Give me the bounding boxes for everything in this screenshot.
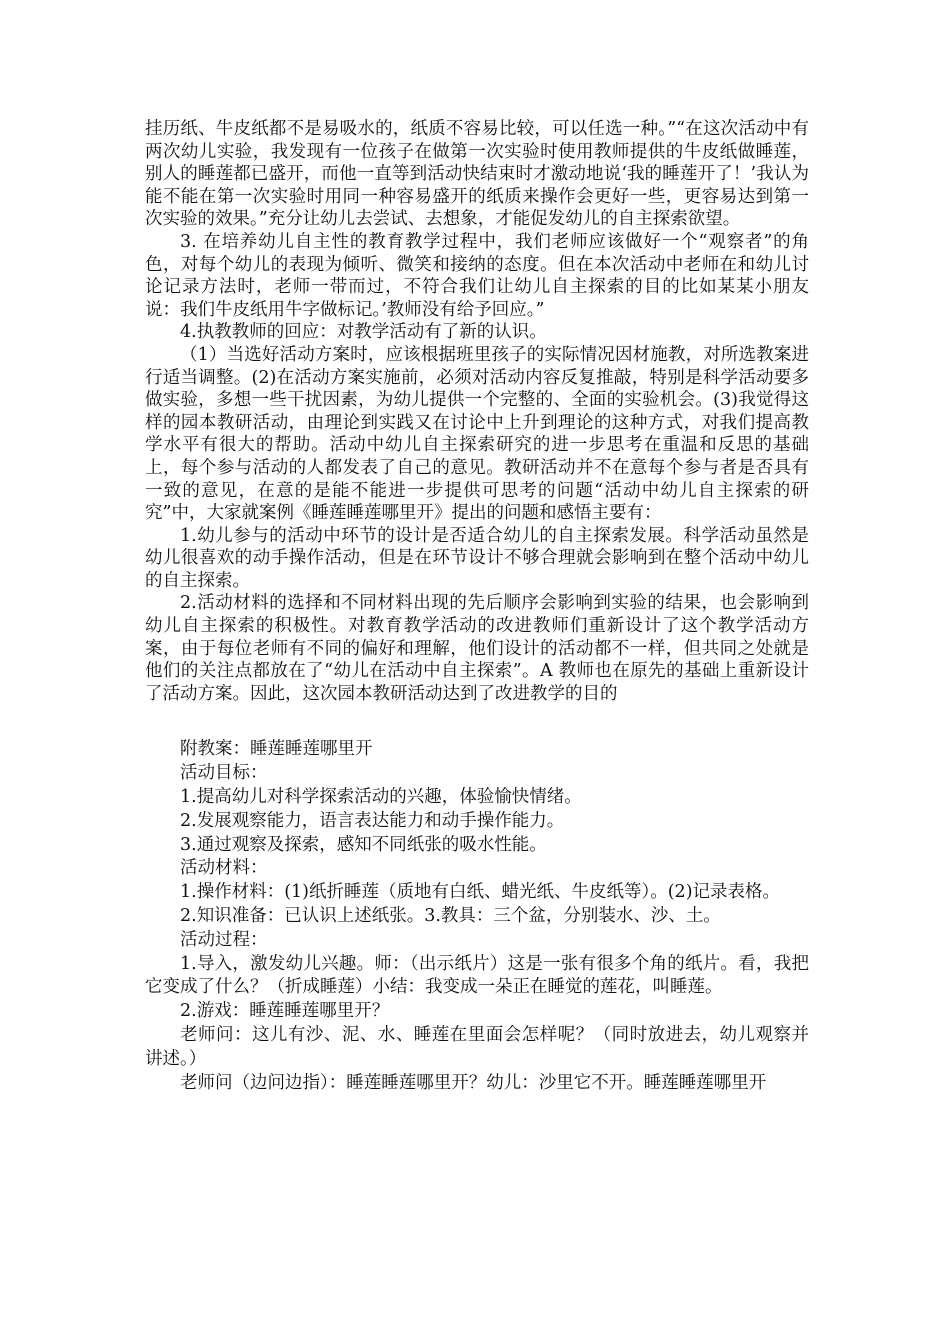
goal-item: 1.提高幼儿对科学探索活动的兴趣，体验愉快情绪。 bbox=[180, 787, 582, 808]
paragraph-point-4: 4.执教教师的回应：对教学活动有了新的认识。 bbox=[180, 322, 547, 343]
paragraph-insight-1: 1.幼儿参与的活动中环节的设计是否适合幼儿的自主探索发展。科学活动虽然是幼儿很喜欢的动手操作活动，但是在环节设计不够合理就会影响到在整个活动中幼儿的自主探索。 bbox=[145, 525, 809, 591]
goal-item: 2.发展观察能力，语言表达能力和动手操作能力。 bbox=[180, 810, 565, 831]
paragraph-point-3: 3. 在培养幼儿自主性的教育教学过程中，我们老师应该做好一个“观察者”的角色，对每个幼儿的表现为倾听、微笑和接纳的态度。但在本次活动中老师在和幼儿讨论记录方法时，老师一带而过，不符合我们让幼儿自主探索的目的比如某某小朋友说：我们牛皮纸用牛字做标记。’教师没有给予回应。” bbox=[145, 231, 809, 320]
material-item: 1.操作材料：(1)纸折睡莲（质地有白纸、蜡光纸、牛皮纸等）。(2)记录表格。 bbox=[180, 882, 781, 903]
process-step: 1.导入，激发幼儿兴趣。师：（出示纸片）这是一张有很多个角的纸片。看，我把它变成了什么？（折成睡莲）小结：我变成一朵正在睡觉的莲花，叫睡莲。 bbox=[145, 953, 809, 998]
document-page bbox=[145, 118, 809, 1095]
process-step: 2.游戏：睡莲睡莲哪里开？ bbox=[180, 1001, 390, 1022]
goals-heading: 活动目标： bbox=[180, 763, 268, 784]
material-item: 2.知识准备：已认识上述纸张。3.教具：三个盆，分别装水、沙、土。 bbox=[180, 906, 721, 927]
paragraph-insight-2: 2.活动材料的选择和不同材料出现的先后顺序会影响到实验的结果，也会影响到幼儿自主探索的积极性。对教育教学活动的改进教师们重新设计了这个教学活动方案，由于每位老师有不同的偏好和理解，他们设计的活动都不一样，但共同之处就是他们的关注点都放在了“幼儿在活动中自主探索”。A 教师也在原先的基础上重新设计了活动方案。因此，这次园本教研活动达到了改进教学的目的 bbox=[145, 593, 809, 704]
lesson-plan-title: 附教案：睡莲睡莲哪里开 bbox=[180, 739, 373, 760]
process-dialogue: 老师问（边问边指）：睡莲睡莲哪里开？幼儿：沙里它不开。睡莲睡莲哪里开 bbox=[180, 1072, 767, 1093]
discussion-section bbox=[145, 118, 809, 705]
section-spacer bbox=[145, 705, 809, 738]
materials-heading: 活动材料： bbox=[180, 858, 268, 879]
process-dialogue: 老师问：这儿有沙、泥、水、睡莲在里面会怎样呢？（同时放进去，幼儿观察并讲述。） bbox=[145, 1025, 809, 1069]
paragraph-continuation: 挂历纸、牛皮纸都不是易吸水的，纸质不容易比较，可以任选一种。”“在这次活动中有两次幼儿实验，我发现有一位孩子在做第一次实验时使用教师提供的牛皮纸做睡莲，别人的睡莲都已盛开，而他一直等到活动快结束时才激动地说‘我的睡莲开了！’我认为能不能在第一次实验时用同一种容易盛开的纸质来操作会更好一些，更容易达到第一次实验的效果。”充分让幼儿去尝试、去想象，才能促发幼儿的自主探索欲望。 bbox=[145, 119, 809, 230]
paragraph-reflection: （1）当选好活动方案时，应该根据班里孩子的实际情况因材施教，对所选教案进行适当调整。(2)在活动方案实施前，必须对活动内容反复推敲，特别是科学活动要多做实验，多想一些干扰因素，为幼儿提供一个完整的、全面的实验机会。(3)我觉得这样的园本教研活动，由理论到实践又在讨论中上升到理论的这种方式，对我们提高教学水平有很大的帮助。活动中幼儿自主探索研究的进一步思考在重温和反思的基础上，每个参与活动的人都发表了自己的意见。教研活动并不在意每个参与者是否具有一致的意见，在意的是能不能进一步提供可思考的问题“活动中幼儿自主探索的研究”中，大家就案例《睡莲睡莲哪里开》提出的问题和感悟主要有： bbox=[145, 344, 809, 524]
lesson-plan-section bbox=[145, 738, 809, 1095]
process-heading: 活动过程： bbox=[180, 929, 268, 950]
goal-item: 3.通过观察及探索，感知不同纸张的吸水性能。 bbox=[180, 834, 547, 855]
